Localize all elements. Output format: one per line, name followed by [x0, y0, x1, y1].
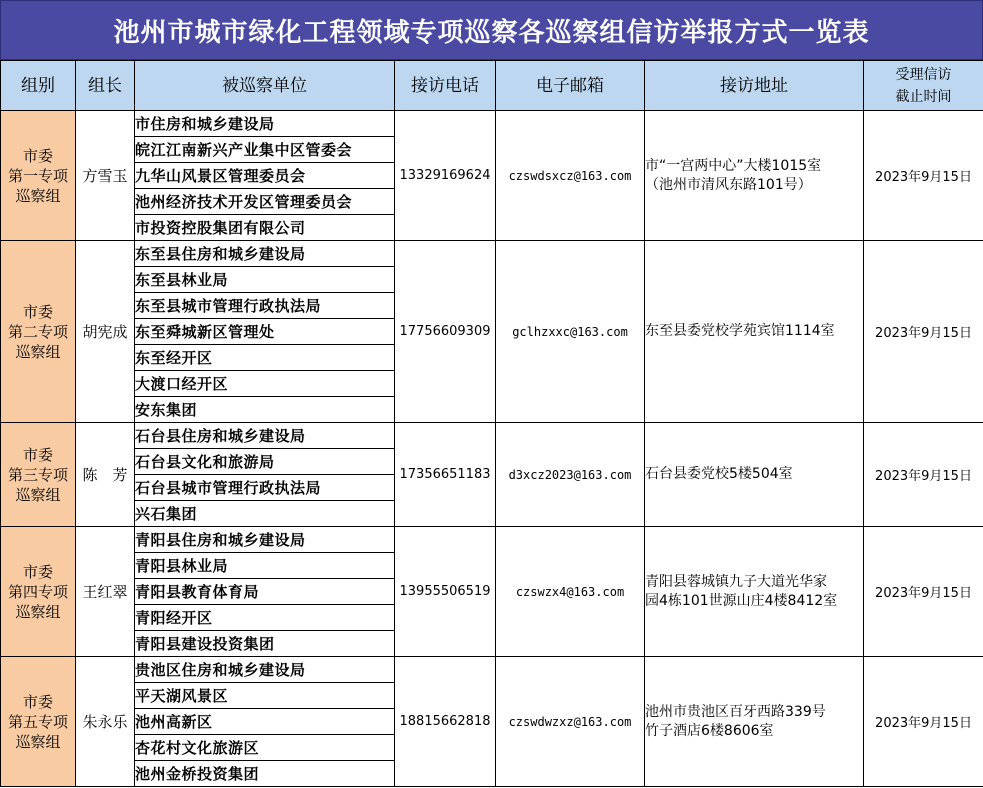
unit-cell: 青阳县住房和城乡建设局 [135, 527, 395, 553]
page-title: 池州市城市绿化工程领域专项巡察各巡察组信访举报方式一览表 [0, 0, 983, 60]
group-cell: 市委 第四专项 巡察组 [1, 527, 76, 657]
unit-cell: 池州高新区 [135, 709, 395, 735]
unit-cell: 平天湖风景区 [135, 683, 395, 709]
unit-cell: 兴石集团 [135, 501, 395, 527]
unit-cell: 市投资控股集团有限公司 [135, 215, 395, 241]
unit-cell: 东至县住房和城乡建设局 [135, 241, 395, 267]
unit-cell: 贵池区住房和城乡建设局 [135, 657, 395, 683]
header-unit: 被巡察单位 [135, 61, 395, 111]
address-cell: 东至县委党校学苑宾馆1114室 [645, 241, 864, 423]
phone-cell: 13329169624 [395, 111, 496, 241]
header-email: 电子邮箱 [496, 61, 645, 111]
group-cell: 市委 第一专项 巡察组 [1, 111, 76, 241]
unit-cell: 东至舜城新区管理处 [135, 319, 395, 345]
header-address: 接访地址 [645, 61, 864, 111]
unit-cell: 青阳县建设投资集团 [135, 631, 395, 657]
header-row [1, 61, 983, 111]
phone-cell: 13955506519 [395, 527, 496, 657]
phone-cell: 17356651183 [395, 423, 496, 527]
header-group: 组别 [1, 61, 76, 111]
group-cell: 市委 第五专项 巡察组 [1, 657, 76, 787]
deadline-cell: 2023年9月15日 [864, 423, 983, 527]
unit-cell: 池州经济技术开发区管理委员会 [135, 189, 395, 215]
unit-cell: 安东集团 [135, 397, 395, 423]
unit-cell: 东至县林业局 [135, 267, 395, 293]
unit-cell: 东至县城市管理行政执法局 [135, 293, 395, 319]
contact-table [0, 60, 983, 787]
address-cell: 石台县委党校5楼504室 [645, 423, 864, 527]
address-cell: 市“一宫两中心”大楼1015室 （池州市清风东路101号） [645, 111, 864, 241]
group-cell: 市委 第二专项 巡察组 [1, 241, 76, 423]
table-row [1, 657, 983, 683]
address-cell: 池州市贵池区百牙西路339号 竹子酒店6楼8606室 [645, 657, 864, 787]
unit-cell: 东至经开区 [135, 345, 395, 371]
deadline-cell: 2023年9月15日 [864, 657, 983, 787]
table-row [1, 111, 983, 137]
unit-cell: 大渡口经开区 [135, 371, 395, 397]
group-cell: 市委 第三专项 巡察组 [1, 423, 76, 527]
leader-cell: 王红翠 [76, 527, 135, 657]
address-cell: 青阳县蓉城镇九子大道光华家 园4栋101世源山庄4楼8412室 [645, 527, 864, 657]
table-row [1, 423, 983, 449]
phone-cell: 18815662818 [395, 657, 496, 787]
deadline-cell: 2023年9月15日 [864, 241, 983, 423]
leader-cell: 方雪玉 [76, 111, 135, 241]
unit-cell: 青阳县教育体育局 [135, 579, 395, 605]
unit-cell: 皖江江南新兴产业集中区管委会 [135, 137, 395, 163]
deadline-cell: 2023年9月15日 [864, 527, 983, 657]
header-leader: 组长 [76, 61, 135, 111]
unit-cell: 石台县住房和城乡建设局 [135, 423, 395, 449]
email-cell: d3xcz2023@163.com [496, 423, 645, 527]
phone-cell: 17756609309 [395, 241, 496, 423]
leader-cell: 朱永乐 [76, 657, 135, 787]
table-row [1, 241, 983, 267]
leader-cell: 胡宪成 [76, 241, 135, 423]
table-body [1, 111, 983, 787]
unit-cell: 市住房和城乡建设局 [135, 111, 395, 137]
unit-cell: 青阳经开区 [135, 605, 395, 631]
header-phone: 接访电话 [395, 61, 496, 111]
unit-cell: 池州金桥投资集团 [135, 761, 395, 787]
table-row [1, 527, 983, 553]
header-deadline: 受理信访 截止时间 [864, 61, 983, 111]
email-cell: czswzx4@163.com [496, 527, 645, 657]
leader-cell: 陈 芳 [76, 423, 135, 527]
deadline-cell: 2023年9月15日 [864, 111, 983, 241]
email-cell: czswdsxcz@163.com [496, 111, 645, 241]
unit-cell: 杏花村文化旅游区 [135, 735, 395, 761]
unit-cell: 石台县文化和旅游局 [135, 449, 395, 475]
email-cell: gclhzxxc@163.com [496, 241, 645, 423]
unit-cell: 青阳县林业局 [135, 553, 395, 579]
unit-cell: 九华山风景区管理委员会 [135, 163, 395, 189]
unit-cell: 石台县城市管理行政执法局 [135, 475, 395, 501]
email-cell: czswdwzxz@163.com [496, 657, 645, 787]
